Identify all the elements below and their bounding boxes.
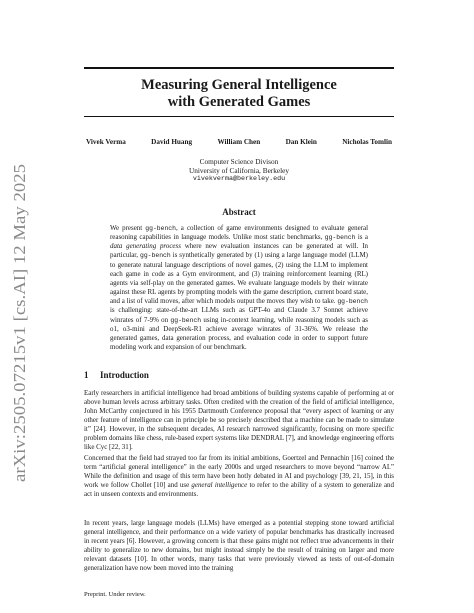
arxiv-stamp-text: arXiv:2505.07215v1 [cs.AI] 12 May 2025 [10, 193, 29, 482]
author-list [84, 138, 394, 146]
paragraph-emphasis: general intelligence [191, 481, 248, 490]
abstract-text: is a [355, 233, 368, 242]
arxiv-stamp [6, 160, 32, 490]
paper-title [84, 77, 394, 111]
title-rule-top [84, 67, 394, 69]
abstract-text: using in-context learning, while reasoning models such as o1, o3-mini and DeepSeek-R1 achieve average winrates of 31-36%. We release the generated games, data generation process, and evaluation code in order to support future modeling work and expansion of our benchmark. [110, 315, 368, 352]
section-title: Introduction [100, 370, 149, 380]
author: William Chen [217, 138, 261, 146]
abstract-emphasis: data generating process [110, 242, 181, 251]
abstract-text: We present [110, 224, 146, 232]
affiliation-univ: University of California, Berkeley [188, 166, 290, 175]
abstract-text: , a collection of game environments designed to evaluate general reasoning capabilities in language models. Unlike most static benchmarks, [110, 224, 369, 242]
abstract-text: where new evaluation instances can be generated at will. In particular, [110, 242, 369, 260]
author-email: vivekverma@berkeley.edu [192, 175, 286, 183]
author: David Huang [151, 138, 193, 146]
benchmark-name: gg-bench [145, 225, 176, 232]
intro-paragraph-2 [84, 454, 394, 499]
author: Nicholas Tomlin [342, 138, 392, 146]
intro-paragraph-1: Early researchers in artificial intelligence had broad ambitions of building systems capable of performing at or above human levels across arbitrary tasks. Often credited with the creation of the field of artificial intelligence, John McCarthy conjectured in his 1955 Dartmouth Conference proposal that “every aspect of learning or any other feature of intelligence can in principle be so precisely described that a machine can be made to simulate it” [24]. However, in the subsequent decades, AI research narrowed significantly, focusing on more specific problem domains like chess, rule-based expert systems like DENDRAL [7], and knowledge engineering efforts like Cyc [22, 31]. [84, 389, 394, 452]
title-line-2: with Generated Games [167, 94, 311, 110]
affiliation [84, 157, 394, 184]
affiliation-dept: Computer Science Divison [199, 157, 279, 166]
abstract-body [110, 224, 368, 352]
benchmark-name: gg-bench [324, 234, 356, 242]
paragraph-text: to refer to the ability of a system to generalize and act in unseen contexts and environments. [84, 481, 394, 499]
section-heading [84, 370, 149, 380]
benchmark-name: gg-bench [170, 316, 202, 324]
section-number: 1 [84, 370, 89, 380]
benchmark-name: gg-bench [140, 252, 171, 260]
intro-paragraph-3: In recent years, large language models (LLMs) have emerged as a potential stepping stone toward artificial general intelligence, and their performance on a wide variety of popular benchmarks has drastically increased in recent years [6]. However, a growing concern is that these gains might not reflect true advancements in their ability to generalize to new domains, but might instead simply be the result of training on larger and more relevant datasets [10]. In other words, many tasks that were previously viewed as tests of out-of-domain generalization have now been moved into the training [84, 519, 394, 573]
abstract-text: is challenging: state-of-the-art LLMs such as GPT-4o and Claude 3.7 Sonnet achieve winrates of 7-9% on [110, 306, 368, 324]
title-rule-bottom [84, 116, 394, 117]
benchmark-name: gg-bench [337, 298, 368, 306]
paragraph-text: Concerned that the field had strayed too far from its initial ambitions, Goertzel and Pennachin [16] coined the term “artificial general intelligence” in the early 2000s and urged researchers to move beyond “narrow AI.” While the definition and usage of this term have been hotly debated in AI and psychology [39, 21, 15], in this work we follow Chollet [10] and use [84, 454, 394, 490]
preprint-footer: Preprint. Under review. [84, 591, 146, 598]
title-line-1: Measuring General Intelligence [141, 77, 337, 93]
author: Dan Klein [285, 138, 317, 146]
abstract-text: is synthetically generated by (1) using a large language model (LLM) to generate natural language descriptions of novel games, (2) using the LLM to implement each game in code as a Gym environment, and (3) training reinforcement learning (RL) agents via self-play on the generated games. We evaluate language models by their winrate against these RL agents by prompting models with the game description, current board state, and a list of valid moves, after which models output the moves they wish to take. [110, 251, 368, 306]
author: Vivek Verma [86, 138, 126, 146]
abstract-heading: Abstract [222, 207, 256, 217]
